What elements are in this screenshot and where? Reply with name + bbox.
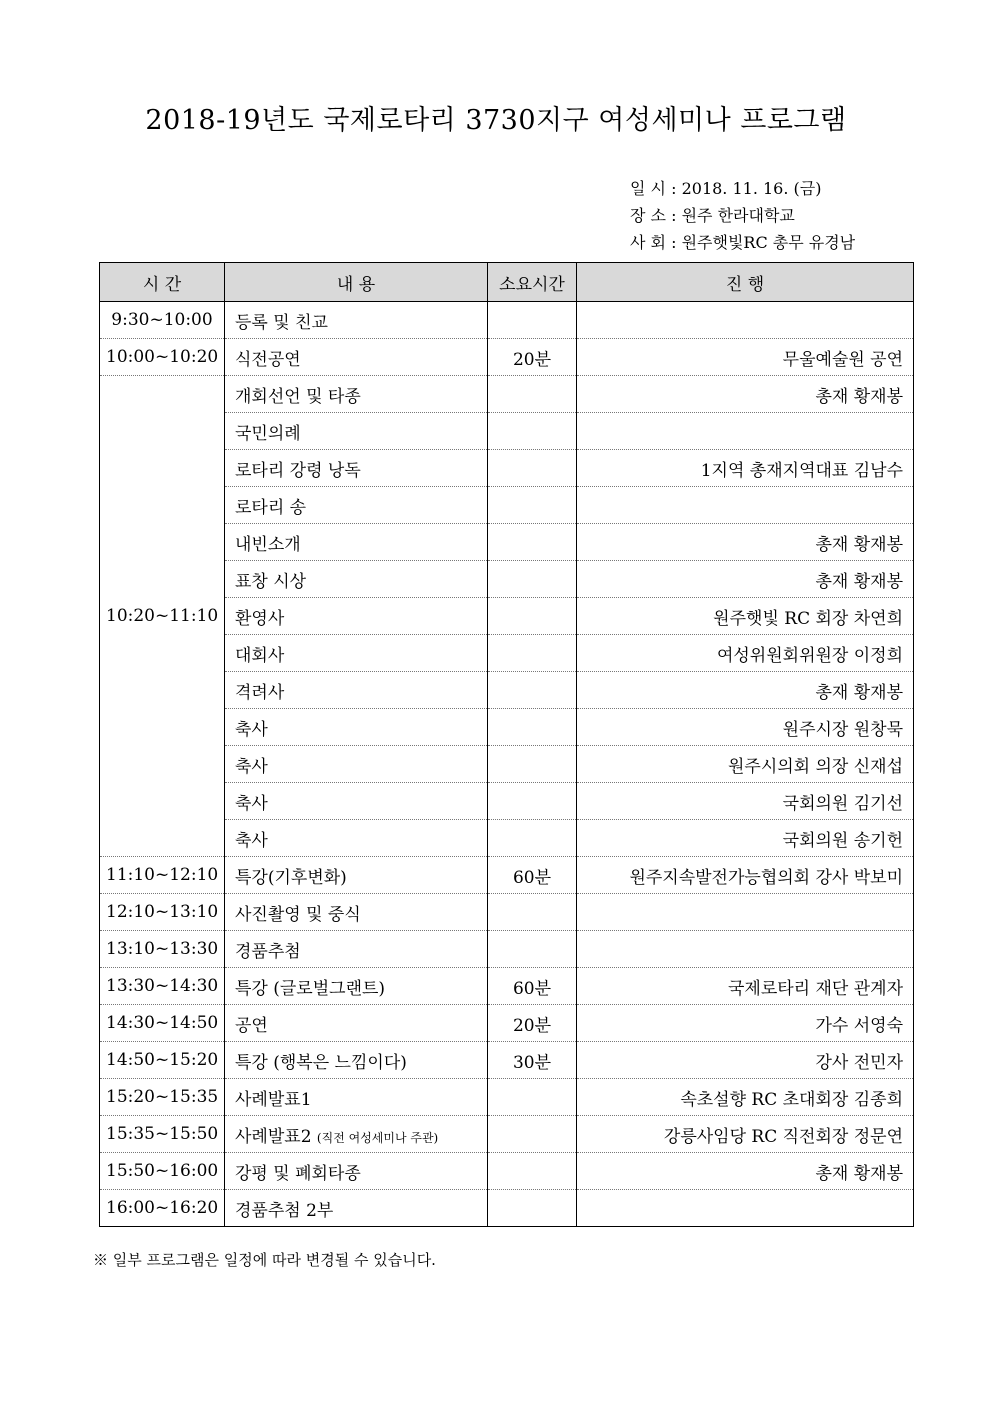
program-text: 로타리 강령 낭독 (235, 460, 361, 481)
program-text: 특강 (글로벌그랜트) (235, 978, 386, 999)
cell-time: 14:50~15:20 (100, 1042, 225, 1079)
cell-duration (488, 376, 577, 413)
footnote: ※ 일부 프로그램은 일정에 따라 변경될 수 있습니다. (93, 1251, 436, 1269)
cell-time: 14:30~14:50 (100, 1005, 225, 1042)
table-row (100, 894, 914, 931)
cell-host: 속초설향 RC 초대회장 김종희 (577, 1079, 914, 1116)
cell-host (577, 1190, 914, 1227)
cell-duration: 20분 (488, 339, 577, 376)
program-text: 축사 (235, 756, 268, 777)
table-row (100, 1153, 914, 1190)
cell-duration (488, 413, 577, 450)
table-row (100, 931, 914, 968)
program-text: 개회선언 및 타종 (235, 386, 361, 407)
cell-time: 11:10~12:10 (100, 857, 225, 894)
program-text: 로타리 송 (235, 497, 307, 518)
cell-host: 강릉사임당 RC 직전회장 정문연 (577, 1116, 914, 1153)
cell-host (577, 894, 914, 931)
cell-program (225, 413, 488, 450)
cell-duration (488, 1190, 577, 1227)
cell-program (225, 894, 488, 931)
program-text: 식전공연 (235, 349, 301, 370)
cell-program (225, 968, 488, 1005)
table-row (100, 1005, 914, 1042)
cell-program (225, 746, 488, 783)
cell-host: 총재 황재봉 (577, 1153, 914, 1190)
cell-duration (488, 820, 577, 857)
cell-time: 15:50~16:00 (100, 1153, 225, 1190)
cell-program (225, 1190, 488, 1227)
cell-duration: 60분 (488, 857, 577, 894)
cell-time: 12:10~13:10 (100, 894, 225, 931)
program-text: 경품추첨 (235, 941, 301, 962)
info-mc (630, 230, 855, 253)
place-label: 장 소 : (630, 206, 677, 225)
cell-duration: 20분 (488, 1005, 577, 1042)
page-title: 2018-19년도 국제로타리 3730지구 여성세미나 프로그램 (145, 105, 847, 136)
program-note: (직전 여성세미나 주관) (316, 1130, 439, 1145)
program-text: 특강(기후변화) (235, 867, 347, 888)
table-row (100, 1042, 914, 1079)
cell-host: 국제로타리 재단 관계자 (577, 968, 914, 1005)
cell-program (225, 1116, 488, 1153)
cell-time: 13:30~14:30 (100, 968, 225, 1005)
info-place (630, 203, 795, 226)
program-text: 공연 (235, 1015, 268, 1036)
program-text: 경품추첨 2부 (235, 1200, 334, 1221)
cell-program (225, 524, 488, 561)
cell-program (225, 857, 488, 894)
header-program: 내 용 (225, 263, 488, 302)
program-text: 격려사 (235, 682, 285, 703)
cell-time: 16:00~16:20 (100, 1190, 225, 1227)
cell-duration (488, 1079, 577, 1116)
cell-duration (488, 672, 577, 709)
cell-program (225, 672, 488, 709)
cell-program (225, 1042, 488, 1079)
cell-program (225, 931, 488, 968)
cell-host: 국회의원 김기선 (577, 783, 914, 820)
program-text: 환영사 (235, 608, 285, 629)
cell-time: 15:35~15:50 (100, 1116, 225, 1153)
table-row (100, 302, 914, 339)
cell-time: 10:20~11:10 (100, 376, 225, 857)
program-table (99, 262, 914, 1227)
header-host: 진 행 (577, 263, 914, 302)
table-row (100, 857, 914, 894)
cell-host: 가수 서영숙 (577, 1005, 914, 1042)
cell-program (225, 820, 488, 857)
program-text: 등록 및 친교 (235, 312, 328, 333)
cell-duration (488, 450, 577, 487)
program-text: 표창 시상 (235, 571, 307, 592)
cell-host: 원주햇빛 RC 회장 차연희 (577, 598, 914, 635)
table-row (100, 1190, 914, 1227)
cell-host: 강사 전민자 (577, 1042, 914, 1079)
cell-program (225, 561, 488, 598)
cell-host: 총재 황재봉 (577, 376, 914, 413)
mc-value: 원주햇빛RC 총무 유경남 (681, 233, 856, 252)
cell-host: 국회의원 송기헌 (577, 820, 914, 857)
cell-time: 13:10~13:30 (100, 931, 225, 968)
cell-host (577, 302, 914, 339)
cell-program (225, 450, 488, 487)
program-text: 특강 (행복은 느낌이다) (235, 1052, 407, 1073)
mc-label: 사 회 : (630, 233, 677, 252)
date-value: 2018. 11. 16. (금) (681, 179, 822, 198)
program-text: 축사 (235, 719, 268, 740)
cell-program (225, 1005, 488, 1042)
table-header-row (100, 263, 914, 302)
cell-program (225, 598, 488, 635)
table-row (100, 339, 914, 376)
header-duration: 소요시간 (488, 263, 577, 302)
cell-host: 원주시의회 의장 신재섭 (577, 746, 914, 783)
cell-host: 여성위원회위원장 이정희 (577, 635, 914, 672)
place-value: 원주 한라대학교 (681, 206, 795, 225)
cell-program (225, 487, 488, 524)
table-row (100, 968, 914, 1005)
cell-duration (488, 524, 577, 561)
table-row (100, 1079, 914, 1116)
cell-duration (488, 709, 577, 746)
cell-duration (488, 894, 577, 931)
table-row (100, 1116, 914, 1153)
cell-host: 총재 황재봉 (577, 561, 914, 598)
cell-host (577, 413, 914, 450)
cell-duration (488, 561, 577, 598)
program-text: 사례발표1 (235, 1089, 312, 1110)
table-row (100, 376, 914, 413)
cell-duration (488, 302, 577, 339)
cell-host: 1지역 총재지역대표 김남수 (577, 450, 914, 487)
cell-duration: 30분 (488, 1042, 577, 1079)
cell-duration (488, 783, 577, 820)
program-text: 강평 및 폐회타종 (235, 1163, 361, 1184)
cell-host: 원주시장 원창묵 (577, 709, 914, 746)
cell-program (225, 376, 488, 413)
program-text: 사진촬영 및 중식 (235, 904, 361, 925)
cell-host: 총재 황재봉 (577, 524, 914, 561)
cell-program (225, 635, 488, 672)
cell-time: 15:20~15:35 (100, 1079, 225, 1116)
cell-program (225, 1079, 488, 1116)
header-time: 시 간 (100, 263, 225, 302)
cell-host: 원주지속발전가능협의회 강사 박보미 (577, 857, 914, 894)
cell-duration (488, 635, 577, 672)
cell-program (225, 783, 488, 820)
cell-time: 9:30~10:00 (100, 302, 225, 339)
cell-host (577, 931, 914, 968)
cell-program (225, 339, 488, 376)
cell-program (225, 302, 488, 339)
cell-duration (488, 1116, 577, 1153)
info-date (630, 176, 821, 199)
cell-host: 총재 황재봉 (577, 672, 914, 709)
program-text: 사례발표2 (235, 1126, 312, 1147)
cell-host (577, 487, 914, 524)
cell-host: 무울예술원 공연 (577, 339, 914, 376)
program-text: 축사 (235, 830, 268, 851)
cell-time: 10:00~10:20 (100, 339, 225, 376)
cell-duration (488, 931, 577, 968)
program-text: 축사 (235, 793, 268, 814)
cell-duration: 60분 (488, 968, 577, 1005)
program-text: 대회사 (235, 645, 285, 666)
cell-duration (488, 746, 577, 783)
cell-duration (488, 1153, 577, 1190)
date-label: 일 시 : (630, 179, 677, 198)
cell-duration (488, 487, 577, 524)
cell-duration (488, 598, 577, 635)
program-text: 국민의례 (235, 423, 301, 444)
table-body (100, 302, 914, 1227)
program-text: 내빈소개 (235, 534, 301, 555)
cell-program (225, 709, 488, 746)
cell-program (225, 1153, 488, 1190)
